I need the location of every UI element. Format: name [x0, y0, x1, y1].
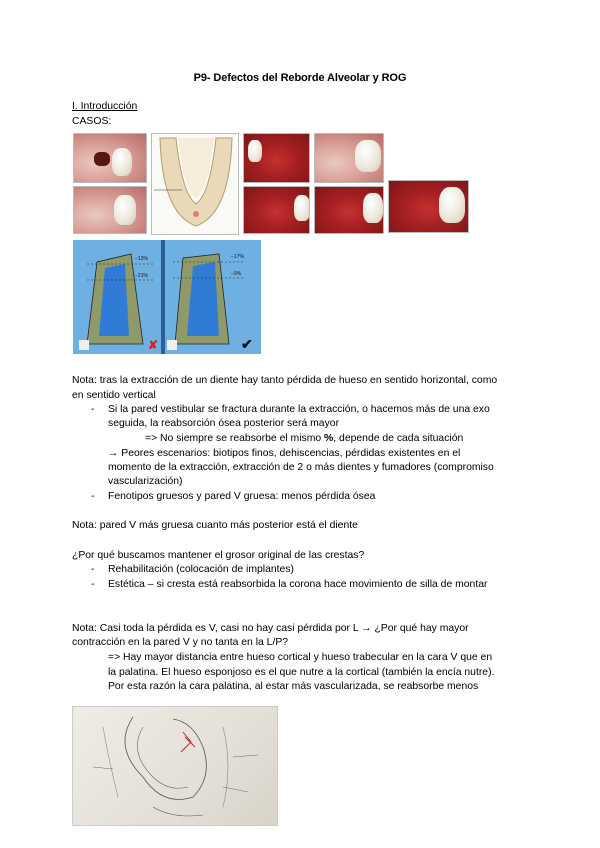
clinical-photo-7: [388, 180, 469, 233]
diagram-label-left-top: −13%: [135, 256, 148, 262]
answer-line-2: la palatina. El hueso esponjoso es el que nutre a la cortical (también la encía nutre).: [108, 667, 495, 678]
arrow-line-prefix: => No siempre se reabsorbe el mismo: [145, 433, 325, 444]
paragraph-1-line-1: Nota: tras la extracción de un diente hay tanto pérdida de hueso en sentido horizontal, como: [72, 375, 498, 386]
arrow-line: [145, 432, 463, 447]
clinical-photo-3: [243, 133, 310, 183]
tooth-shape: [114, 195, 136, 225]
tooth-shape: [294, 195, 310, 221]
tooth-shape: [363, 193, 383, 223]
arrow-line-bold: %: [324, 433, 334, 444]
casos-label: CASOS:: [72, 116, 112, 127]
worse-line-2: momento de la extracción, extracción de 2 o más dientes y fumadores (compromiso: [108, 462, 494, 473]
bullet-dash: -: [91, 564, 95, 575]
clinical-photo-6: [314, 186, 384, 234]
tooth-shape: [355, 140, 381, 172]
clinical-photo-4: [314, 133, 384, 183]
bullet-dash: -: [91, 491, 95, 502]
page-title: P9- Defectos del Reborde Alveolar y ROG: [193, 72, 407, 84]
tooth-shape: [439, 187, 465, 223]
worse-line-3: vascularización): [108, 476, 183, 487]
note-3-line-2: contracción en la pared V y no tanta en la L/P?: [72, 637, 289, 648]
answer-line-3: Por esta razón la cara palatina, al estar más vascularizada, se reabsorbe menos: [108, 681, 479, 692]
arrow-line-suffix: , depende de cada situación: [333, 433, 464, 444]
cross-mark-icon: ✘: [148, 338, 159, 352]
question-bullet-2: Estética – si cresta está reabsorbida la corona hace movimiento de silla de montar: [108, 579, 488, 590]
diagram-label-right-mid: −9%: [231, 271, 242, 277]
question: ¿Por qué buscamos mantener el grosor original de las crestas?: [72, 550, 365, 561]
alveolar-socket-drawing: [152, 134, 239, 235]
socket-shape: [94, 152, 110, 166]
diagram-label-right-top: −17%: [231, 254, 244, 260]
section-heading: I. Introducción: [72, 101, 138, 112]
clinical-photo-1: [73, 133, 147, 183]
worse-line-1: → Peores escenarios: biotipos finos, dehiscencias, pérdidas existentes en el: [108, 448, 461, 459]
note-3-line-1: Nota: Casi toda la pérdida es V, casi no hay casi pérdida por L → ¿Por qué hay mayor: [72, 623, 469, 634]
bone-loss-diagram: [73, 240, 261, 354]
bullet-1-line-1: Si la pared vestibular se fractura durante la extracción, o hacemos más de una exo: [108, 404, 490, 415]
whiteboard-photo: [72, 706, 278, 826]
clinical-photo-2: [73, 186, 147, 234]
whiteboard-sketch: [73, 707, 278, 826]
tooth-shape: [248, 140, 262, 162]
diagram-label-left-mid: −21%: [135, 273, 148, 279]
paragraph-1-line-2: en sentido vertical: [72, 390, 156, 401]
question-bullet-1: Rehabilitación (colocación de implantes): [108, 564, 294, 575]
answer-line-1: => Hay mayor distancia entre hueso cortical y hueso trabecular en la cara V que en: [108, 652, 493, 663]
clinical-photo-5: [243, 186, 310, 234]
bullet-dash: -: [91, 404, 95, 415]
bullet-dash: -: [91, 579, 95, 590]
socket-illustration: [151, 133, 239, 235]
note-2: Nota: pared V más gruesa cuanto más posterior está el diente: [72, 520, 358, 531]
check-mark-icon: ✔: [241, 336, 253, 352]
bullet-1-line-2: seguida, la reabsorción ósea posterior será mayor: [108, 418, 340, 429]
tooth-shape: [112, 148, 132, 176]
bullet-2: Fenotipos gruesos y pared V gruesa: menos pérdida ósea: [108, 491, 376, 502]
